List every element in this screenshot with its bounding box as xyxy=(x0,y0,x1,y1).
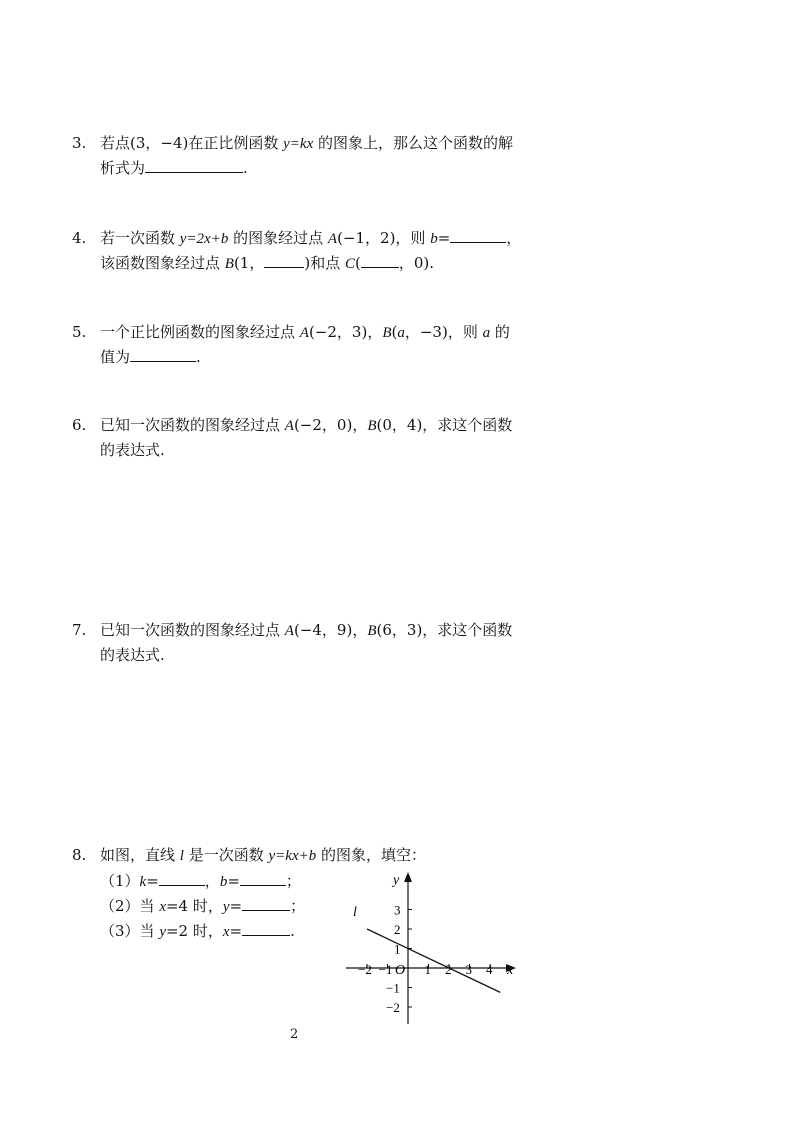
answer-blank[interactable] xyxy=(240,869,286,886)
question-text-line: 析式为 . xyxy=(100,156,532,180)
question-text-line: 该函数图象经过点 B(1， )和点 C( ，0). xyxy=(100,251,532,276)
x-tick-label: −2 xyxy=(358,962,372,977)
question-text-line: 已知一次函数的图象经过点 A(−2，0)，B(0，4)，求这个函数 xyxy=(100,416,513,434)
y-tick-label: 3 xyxy=(394,902,401,918)
question-number: 7. xyxy=(72,621,87,639)
answer-blank[interactable] xyxy=(264,251,304,268)
y-tick-label: 1 xyxy=(394,941,401,957)
question-text-line: 值为 . xyxy=(100,345,532,369)
answer-blank[interactable] xyxy=(361,251,399,268)
x-tick-label: 1 xyxy=(424,962,431,977)
question-number: 8. xyxy=(72,846,87,864)
question-7 xyxy=(72,618,532,667)
answer-blank[interactable] xyxy=(130,345,196,362)
question-number: 6. xyxy=(72,416,87,434)
question-text-line: 若点(3，−4)在正比例函数 y=kx 的图象上，那么这个函数的解 xyxy=(100,134,514,152)
x-tick-label: 3 xyxy=(465,962,472,977)
x-axis-label: x xyxy=(507,963,514,978)
question-text-line: 的表达式. xyxy=(100,441,165,459)
x-tick-label: 4 xyxy=(486,962,493,977)
question-text-line: 若一次函数 y=2x+b 的图象经过点 A(−1，2)，则 b= ， xyxy=(100,226,532,251)
x-tick-group xyxy=(358,962,493,977)
question-number: 3. xyxy=(72,134,87,152)
question-text-line: 如图，直线 l 是一次函数 y=kx+b 的图象，填空： xyxy=(100,846,426,864)
answer-blank[interactable] xyxy=(242,894,290,911)
question-number: 4. xyxy=(72,229,87,247)
question-text-line: 已知一次函数的图象经过点 A(−4，9)，B(6，3)，求这个函数 xyxy=(100,621,513,639)
question-8 xyxy=(72,843,532,868)
origin-label: O xyxy=(395,963,406,978)
question-number: 5. xyxy=(72,323,87,341)
answer-blank[interactable] xyxy=(450,226,506,243)
sub-question-1: （1）k= ，b= ； xyxy=(100,869,301,894)
line-label: l xyxy=(353,905,357,920)
sub-question-2: （2）当 x=4 时，y= ； xyxy=(100,894,305,919)
question-4 xyxy=(72,226,532,276)
answer-blank[interactable] xyxy=(159,869,205,886)
linear-function-graph xyxy=(340,868,530,1028)
x-tick-label: −1 xyxy=(378,962,393,977)
x-tick-label: 2 xyxy=(445,962,452,977)
answer-blank[interactable] xyxy=(242,919,290,936)
question-text-line: 的表达式. xyxy=(100,646,165,664)
question-3 xyxy=(72,131,532,180)
question-5 xyxy=(72,320,532,369)
page-number: 2 xyxy=(290,1027,299,1042)
y-tick-label: 2 xyxy=(394,922,401,937)
question-6 xyxy=(72,413,532,462)
y-axis-label: y xyxy=(393,873,400,888)
answer-blank[interactable] xyxy=(145,156,243,173)
y-tick-label: −2 xyxy=(386,1000,400,1015)
y-axis-arrow xyxy=(404,872,412,882)
y-tick-label: −1 xyxy=(386,980,400,996)
question-text-line: 一个正比例函数的图象经过点 A(−2，3)，B(a，−3)，则 a 的 xyxy=(100,323,510,341)
sub-question-3: （3）当 y=2 时，x= . xyxy=(100,919,295,944)
